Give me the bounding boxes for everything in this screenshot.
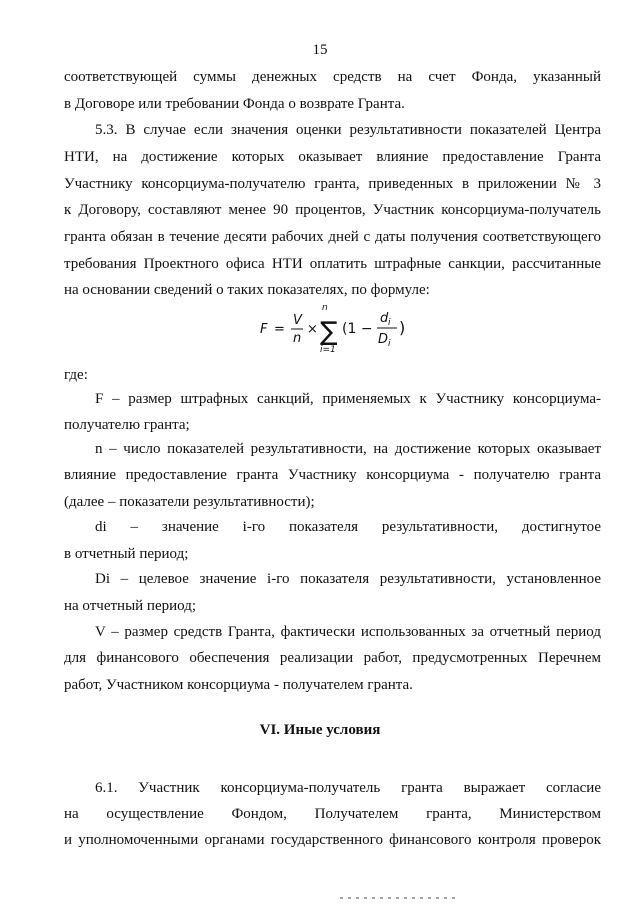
svg-text:): ) (399, 318, 406, 337)
def-n-cont: (далее – показатели результативности); (64, 494, 315, 510)
section-title: VI. Иные условия (259, 722, 381, 738)
text-line: Участнику консорциума-получателю гранта, приведенных в приложении № 3 (64, 176, 601, 192)
penalty-formula (250, 300, 430, 360)
svg-text:V: V (293, 313, 302, 328)
svg-text:=: = (274, 322, 285, 337)
svg-text:(1 −: (1 − (342, 321, 373, 337)
text-line: гранта обязан в течение десяти рабочих дней с даты получения соответствующего (64, 229, 601, 245)
def-di: di – значение i-го показателя результативности, достигнутое (95, 519, 601, 535)
svg-text:i: i (388, 339, 391, 349)
text-line: в Договоре или требовании Фонда о возврате Гранта. (64, 96, 405, 112)
svg-text:n: n (322, 303, 328, 313)
def-di-cont: в отчетный период; (64, 546, 189, 562)
text-line: 5.3. В случае если значения оценки результативности показателей Центра (95, 122, 601, 138)
def-n-cont: влияние предоставление гранта Участнику консорциума - получателю гранта (64, 467, 601, 483)
def-Di-cont: на отчетный период; (64, 598, 197, 614)
def-F: F – размер штрафных санкций, применяемых к Участнику консорциума- (95, 391, 601, 407)
def-V-cont: работ, Участником консорциума - получателем гранта. (64, 677, 413, 693)
svg-text:D: D (378, 332, 389, 347)
text-line: и уполномоченными органами государственного финансового контроля проверок (64, 832, 601, 848)
text-line: 6.1. Участник консорциума-получатель гранта выражает согласие (95, 780, 601, 796)
def-Di: Di – целевое значение i-го показателя результативности, установленное (95, 571, 601, 587)
text-line: на основании сведений о таких показателях, по формуле: (64, 282, 430, 298)
svg-text:i=1: i=1 (320, 345, 336, 355)
text-line: требования Проектного офиса НТИ оплатить штрафные санкции, рассчитанные (64, 256, 601, 272)
where-label: где: (64, 367, 88, 383)
svg-text:d: d (380, 311, 389, 326)
svg-text:∑: ∑ (320, 317, 338, 347)
def-n: n – число показателей результативности, на достижение которых оказывает (95, 441, 601, 457)
text-line: НТИ, на достижение которых оказывает влияние предоставление Гранта (64, 149, 601, 165)
formula-F: F (260, 322, 268, 337)
text-line: к Договору, составляют менее 90 процентов, Участник консорциума-получатель (64, 202, 601, 218)
svg-text:i: i (388, 318, 391, 328)
svg-text:×: × (307, 322, 318, 337)
svg-text:n: n (293, 331, 302, 346)
def-F-cont: получателю гранта; (64, 417, 190, 433)
text-line: на осуществление Фондом, Получателем гранта, Министерством (64, 806, 601, 822)
scan-artifact (340, 896, 460, 900)
text-line: соответствующей суммы денежных средств на счет Фонда, указанный (64, 69, 601, 85)
def-V-cont: для финансового обеспечения реализации работ, предусмотренных Перечнем (64, 650, 601, 666)
def-V: V – размер средств Гранта, фактически использованных за отчетный период (95, 624, 601, 640)
page-number: 15 (312, 42, 328, 58)
